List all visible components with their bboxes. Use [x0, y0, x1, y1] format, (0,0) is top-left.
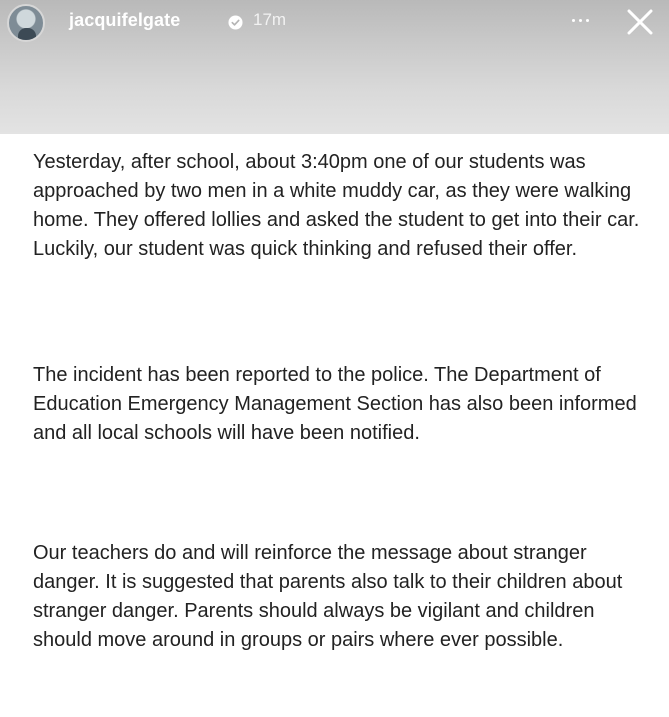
post-paragraph: Our teachers do and will reinforce the message about stranger danger. It is suggested that parents also talk to their children about stranger danger. Parents should always be vigilant and children should move around in groups or pairs where ever possible.: [33, 542, 623, 651]
more-dot: [579, 19, 582, 22]
post-paragraph: The incident has been reported to the police. The Department of Education Emergency Management Section has also been informed and all local schools will have been notified.: [33, 364, 637, 444]
story-header: [0, 0, 669, 134]
verified-badge-icon: [228, 15, 243, 30]
more-dot: [572, 19, 575, 22]
avatar-figure: [18, 28, 36, 42]
post-time: 17m: [253, 10, 287, 29]
story-text-card: [0, 134, 669, 717]
more-options-icon[interactable]: [563, 5, 597, 35]
username[interactable]: jacquifelgate: [69, 10, 181, 30]
close-icon[interactable]: [620, 2, 660, 42]
post-paragraph: Yesterday, after school, about 3:40pm one of our students was approached by two men in a white muddy car, as they were walking home. They offered lollies and asked the student to get into their car. Luckily, our student was quick thinking and refused their offer.: [33, 151, 640, 260]
more-dot: [586, 19, 589, 22]
avatar[interactable]: [7, 4, 45, 42]
